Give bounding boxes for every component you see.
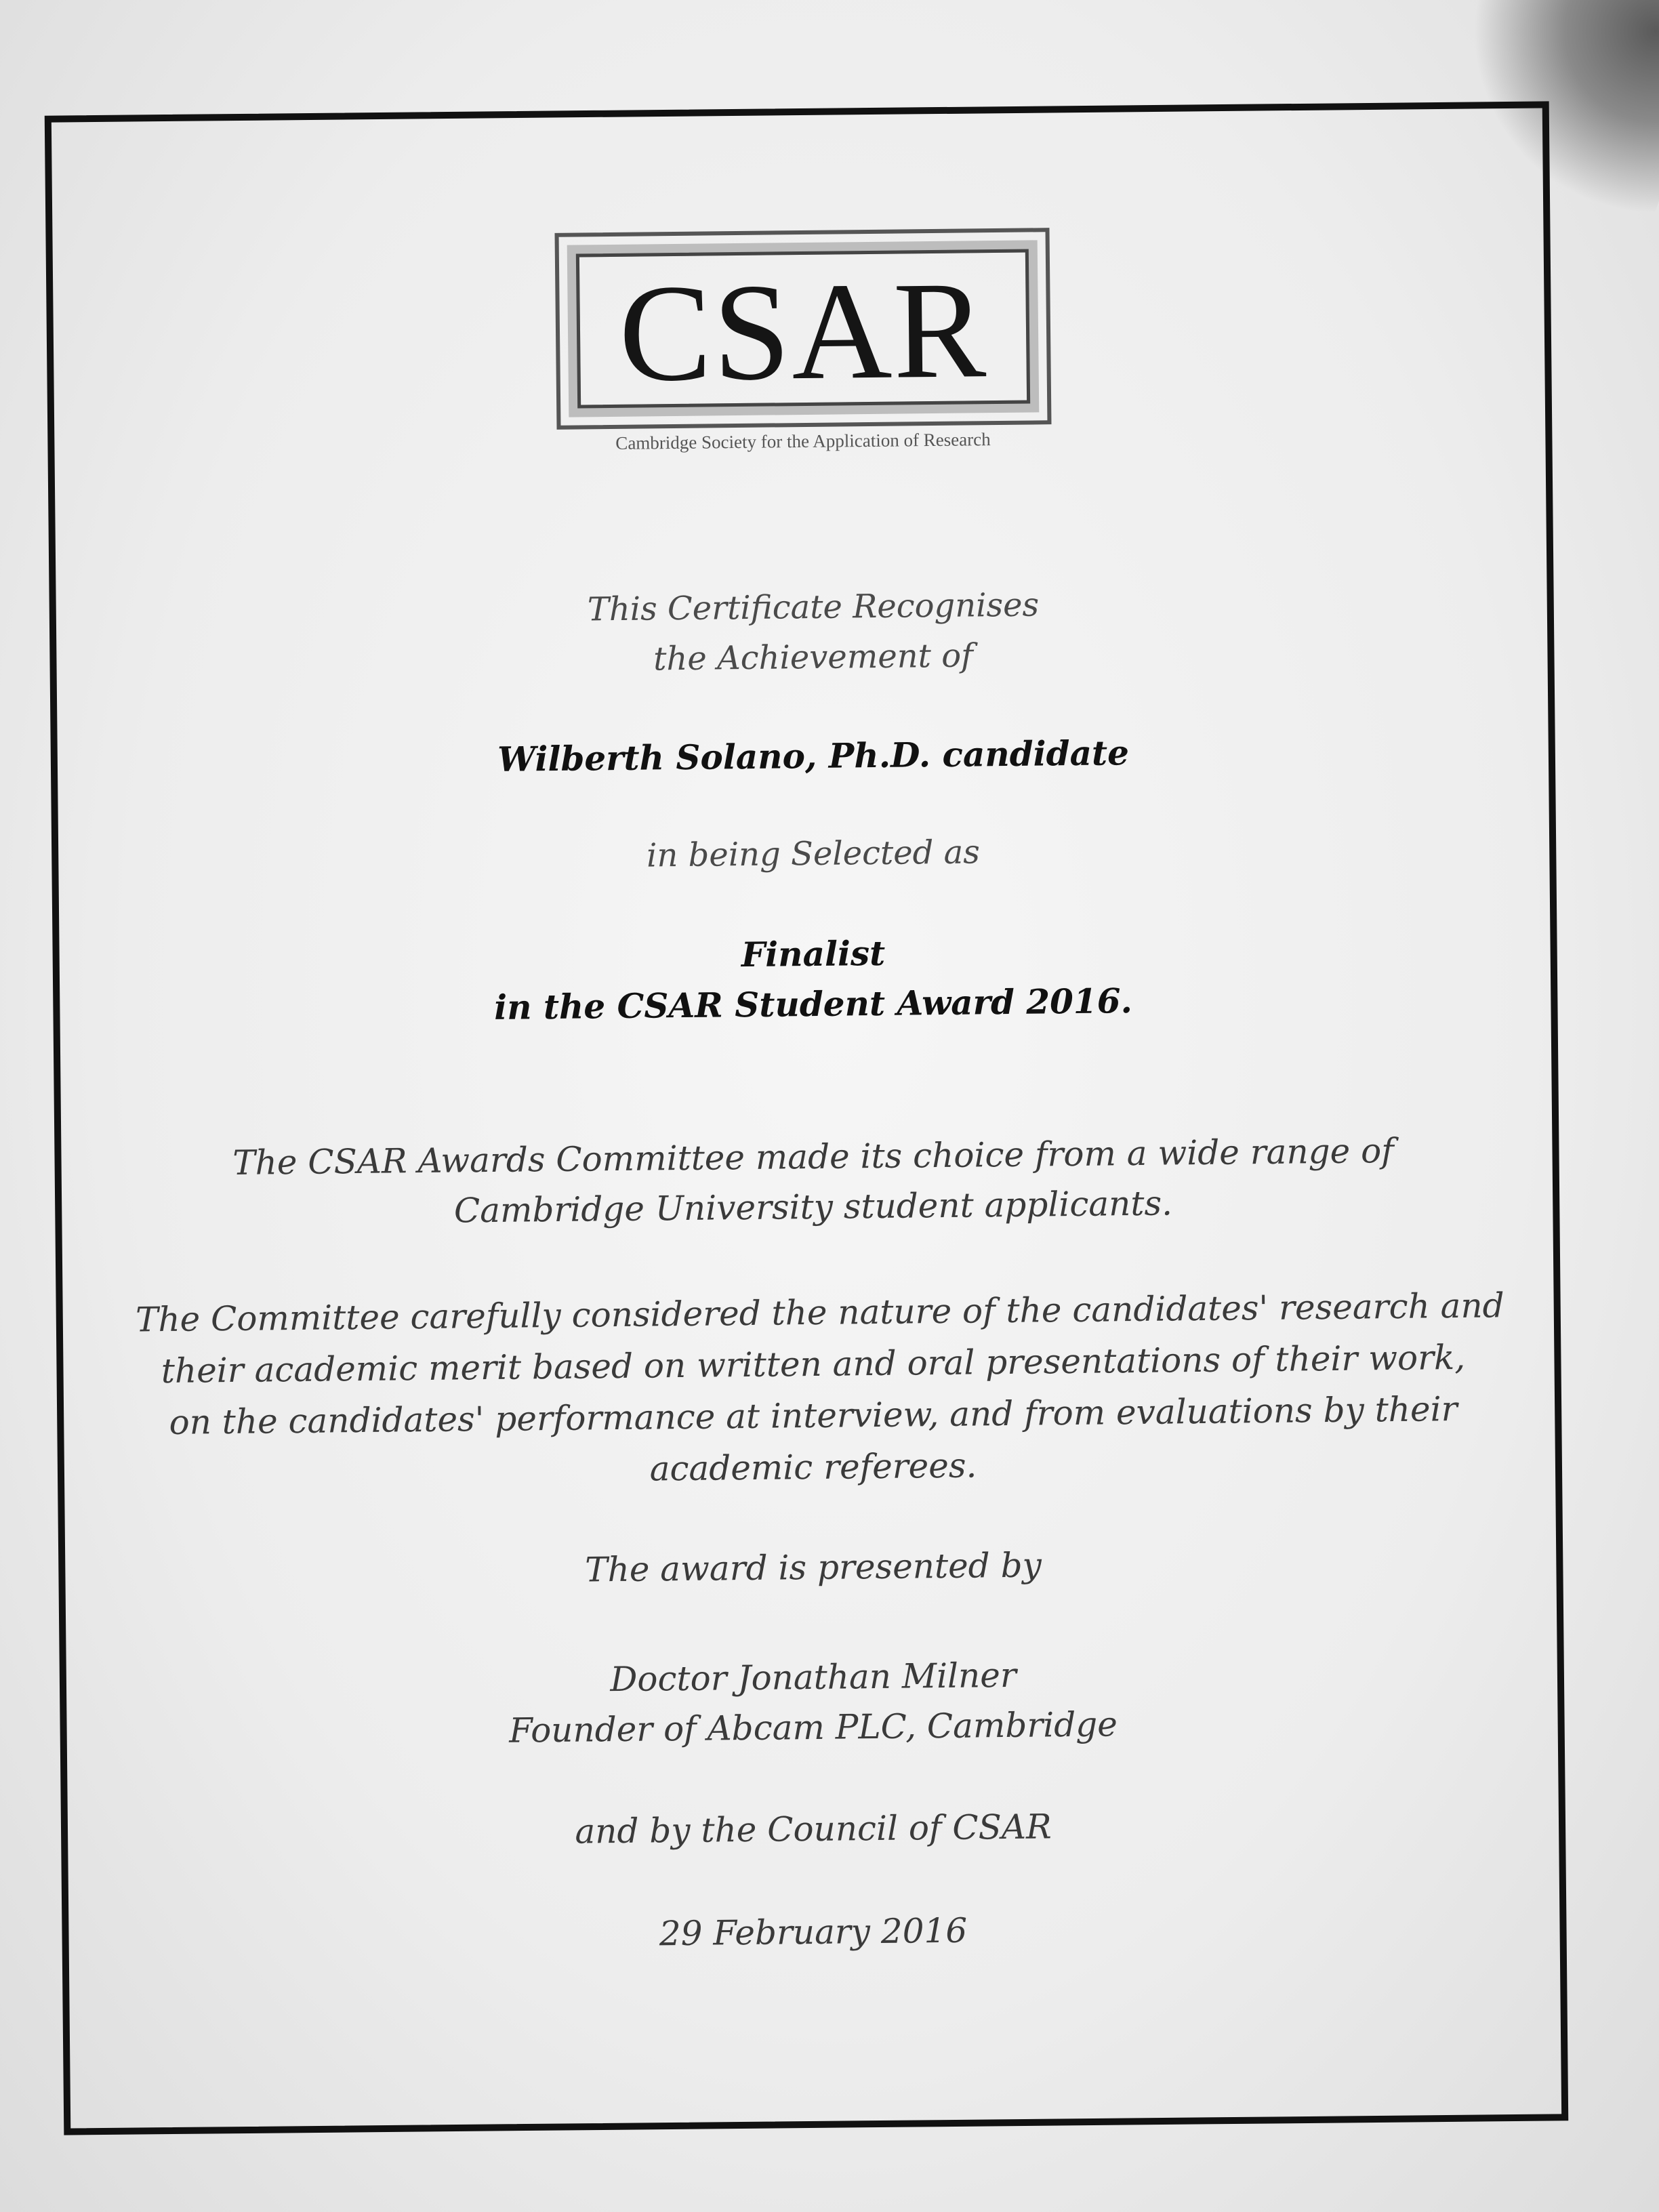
presented-by-line: The award is presented by — [584, 1545, 1042, 1590]
intro-line-2: the Achievement of — [653, 636, 974, 678]
committee-paragraph-2-line-3: on the candidates' performance at interview, and from evaluations by their — [169, 1389, 1458, 1442]
csar-logo-subtitle: Cambridge Society for the Application of Research — [615, 429, 991, 453]
presenter-title: Founder of Abcam PLC, Cambridge — [508, 1704, 1118, 1750]
csar-logo-frame — [567, 240, 1040, 417]
certificate-date: 29 February 2016 — [659, 1910, 968, 1954]
committee-paragraph-1-line-1: The CSAR Awards Committee made its choice from a wide range of — [232, 1131, 1395, 1183]
committee-paragraph-2-line-4: academic referees. — [649, 1446, 977, 1489]
recipient-name: Wilberth Solano, Ph.D. candidate — [497, 733, 1130, 779]
committee-paragraph-2-line-1: The Committee carefully considered the nature of the candidates' research and — [135, 1286, 1504, 1340]
intro-line-1: This Certificate Recognises — [587, 586, 1040, 629]
presenter-name: Doctor Jonathan Milner — [609, 1655, 1017, 1700]
award-title: Finalist — [741, 933, 886, 975]
council-line: and by the Council of CSAR — [575, 1807, 1052, 1851]
committee-paragraph-2-line-2: their academic merit based on written and oral presentations of their work, — [161, 1337, 1466, 1391]
csar-logo — [555, 228, 1052, 430]
award-name: in the CSAR Student Award 2016. — [493, 981, 1133, 1027]
selected-as-line: in being Selected as — [646, 833, 981, 875]
committee-paragraph-1-line-2: Cambridge University student applicants. — [453, 1183, 1173, 1231]
csar-logo-text: CSAR — [618, 252, 988, 411]
